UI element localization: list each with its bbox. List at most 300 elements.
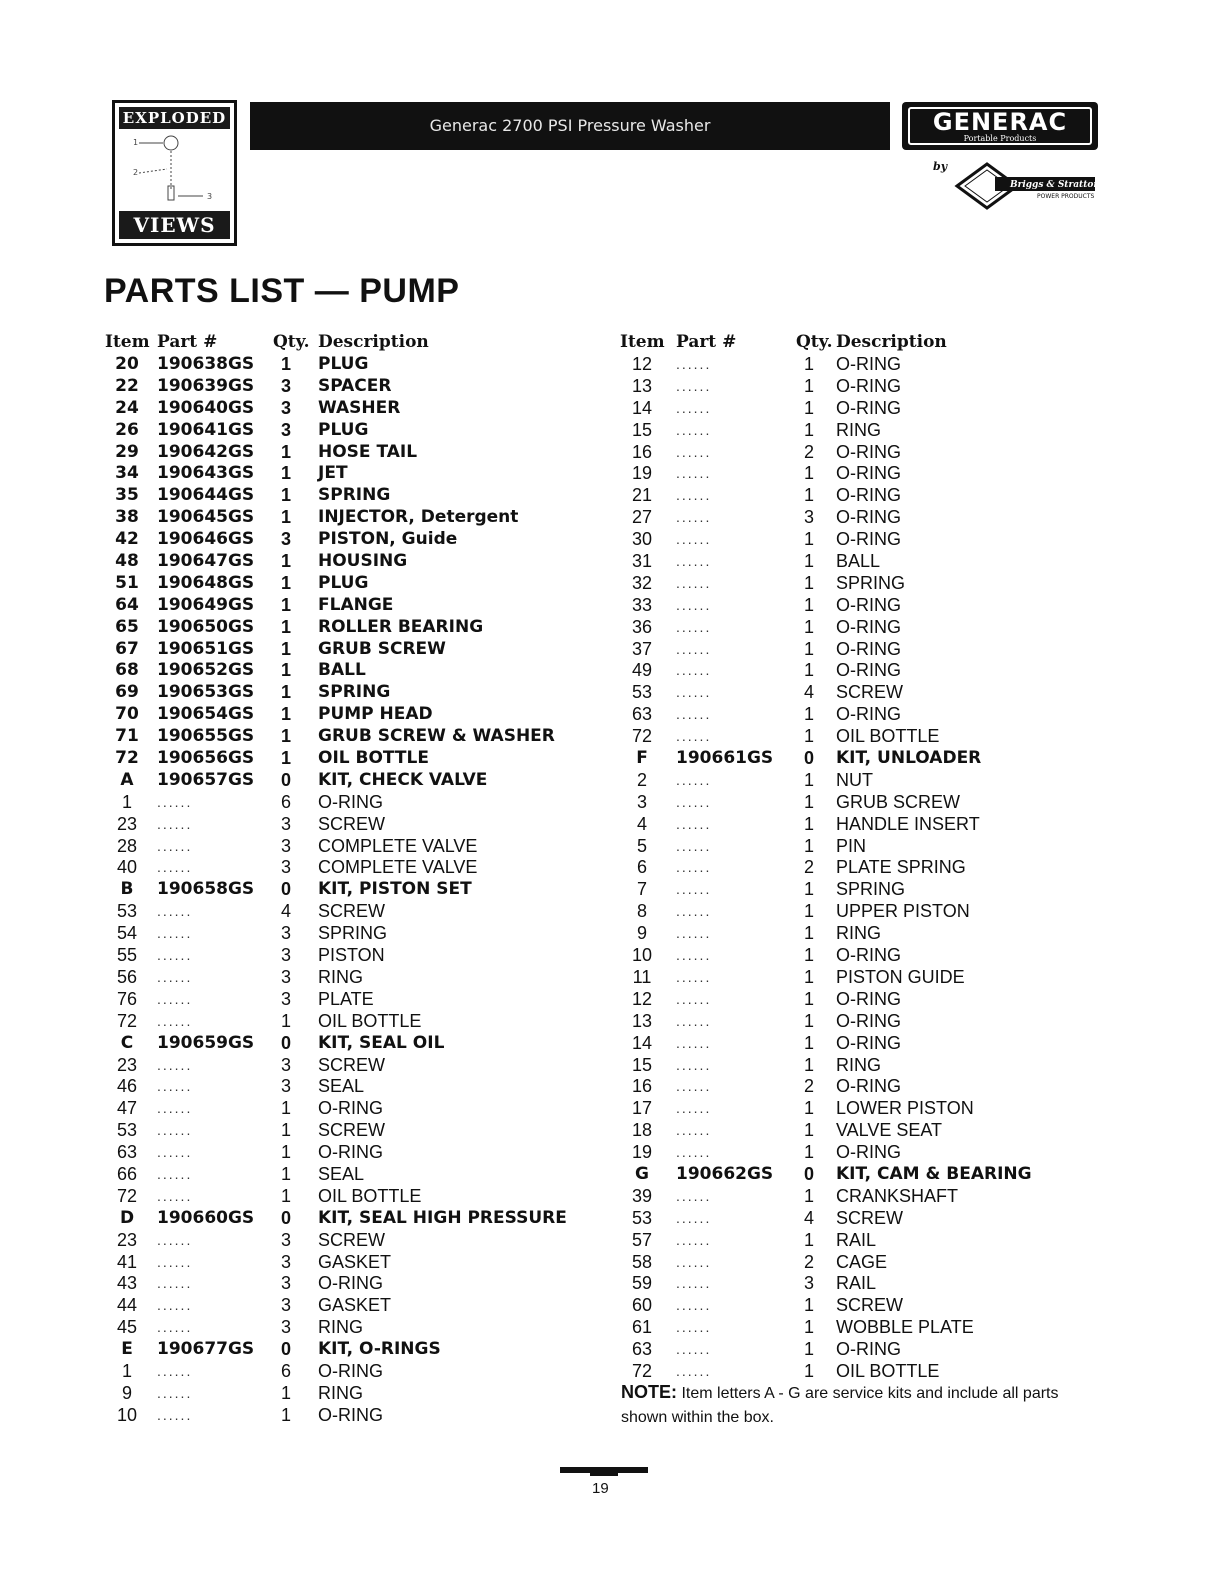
row-description: RING <box>836 923 881 944</box>
row-description: HOUSING <box>318 551 408 572</box>
table-row-subpart <box>620 682 1100 704</box>
row-item: 63 <box>116 1142 138 1163</box>
row-item: 37 <box>631 638 653 659</box>
row-item: 22 <box>115 375 139 396</box>
row-item: 55 <box>116 945 138 966</box>
row-item: F <box>636 748 648 769</box>
row-qty: 1 <box>280 616 291 637</box>
row-item: 35 <box>115 485 139 506</box>
row-qty: 3 <box>280 1251 291 1272</box>
row-part-number: ...... <box>676 662 712 679</box>
header-part: Part # <box>676 332 737 352</box>
row-description: COMPLETE VALVE <box>318 835 478 856</box>
table-row-subpart <box>620 814 1100 836</box>
row-qty: 1 <box>803 1010 814 1031</box>
row-qty: 3 <box>280 966 291 987</box>
row-item: 72 <box>115 748 139 769</box>
row-item: 11 <box>632 966 652 987</box>
row-qty: 3 <box>280 857 291 878</box>
row-description: O-RING <box>836 463 901 484</box>
row-description: WASHER <box>318 397 401 418</box>
row-part-number: ...... <box>676 596 712 613</box>
row-item: 44 <box>116 1295 138 1316</box>
row-item: 53 <box>116 901 138 922</box>
row-qty: 1 <box>803 988 814 1009</box>
row-item: 40 <box>116 857 138 878</box>
table-row-subpart <box>620 770 1100 792</box>
table-row-part <box>620 1164 1100 1186</box>
table-row-part <box>105 442 585 464</box>
row-qty: 1 <box>803 923 814 944</box>
row-item: 32 <box>631 572 653 593</box>
row-description: SCREW <box>318 1229 385 1250</box>
row-part-number: 190654GS <box>157 704 255 725</box>
row-part-number: 190649GS <box>157 594 255 615</box>
row-qty: 1 <box>803 966 814 987</box>
row-item: 12 <box>631 988 653 1009</box>
row-item: 24 <box>115 397 139 418</box>
row-item: 39 <box>631 1185 653 1206</box>
row-qty: 1 <box>280 1382 291 1403</box>
row-description: SPRING <box>318 485 391 506</box>
row-qty: 1 <box>803 529 814 550</box>
row-item: 2 <box>636 769 647 790</box>
row-item: 49 <box>631 660 653 681</box>
row-part-number: ...... <box>676 1100 712 1117</box>
row-part-number: 190644GS <box>157 485 255 506</box>
row-part-number: ...... <box>157 815 193 832</box>
table-row-part <box>105 660 585 682</box>
row-description: OIL BOTTLE <box>318 1010 422 1031</box>
row-part-number: ...... <box>676 1297 712 1314</box>
table-row-subpart <box>620 726 1100 748</box>
brand-subtitle: Portable Products <box>963 134 1037 143</box>
row-qty: 3 <box>280 813 291 834</box>
row-qty: 1 <box>280 1010 291 1031</box>
row-qty: 1 <box>803 769 814 790</box>
row-item: 17 <box>631 1098 653 1119</box>
table-row-part <box>105 770 585 792</box>
row-description: O-RING <box>836 988 901 1009</box>
row-part-number: ...... <box>157 1165 193 1182</box>
row-description: PLUG <box>318 354 369 374</box>
table-row-subpart <box>620 1076 1100 1098</box>
row-part-number: ...... <box>157 1122 193 1139</box>
row-part-number: 190655GS <box>157 726 255 747</box>
row-description: O-RING <box>318 1098 383 1119</box>
table-row-subpart <box>620 792 1100 814</box>
row-qty: 3 <box>280 1317 291 1338</box>
row-description: OIL BOTTLE <box>318 1185 422 1206</box>
row-part-number: ...... <box>676 1034 712 1051</box>
row-part-number: ...... <box>676 771 712 788</box>
row-item: 18 <box>631 1120 653 1141</box>
row-qty: 3 <box>280 988 291 1009</box>
footer-rule-tip <box>590 1473 618 1476</box>
row-qty: 0 <box>280 1032 291 1053</box>
row-part-number: ...... <box>676 968 712 985</box>
row-part-number: ...... <box>157 1144 193 1161</box>
row-item: 1 <box>121 791 132 812</box>
row-item: 23 <box>116 1229 138 1250</box>
row-description: O-RING <box>836 529 901 550</box>
row-part-number: ...... <box>676 1144 712 1161</box>
row-item: 58 <box>631 1251 653 1272</box>
row-qty: 1 <box>280 638 291 659</box>
logo-bottom-text: VIEWS <box>119 211 230 239</box>
row-qty: 3 <box>803 507 814 528</box>
row-qty: 1 <box>280 726 291 747</box>
row-item: 51 <box>115 572 139 593</box>
row-description: VALVE SEAT <box>836 1120 943 1141</box>
row-description: O-RING <box>836 1076 901 1097</box>
table-row-subpart <box>620 1252 1100 1274</box>
row-description: SCREW <box>836 682 903 703</box>
table-row-subpart <box>105 901 585 923</box>
header-desc: Description <box>318 332 429 352</box>
row-part-number: 190648GS <box>157 572 255 593</box>
row-description: O-RING <box>836 945 901 966</box>
table-row-part <box>620 748 1100 770</box>
table-row-subpart <box>105 923 585 945</box>
row-description: SPRING <box>836 572 906 593</box>
row-description: SPRING <box>318 682 391 703</box>
row-description: O-RING <box>836 704 901 725</box>
row-item: 15 <box>631 1054 653 1075</box>
row-part-number: 190645GS <box>157 507 255 528</box>
row-part-number: ...... <box>676 837 712 854</box>
row-part-number: ...... <box>676 1341 712 1358</box>
row-qty: 3 <box>280 945 291 966</box>
row-item: B <box>120 879 134 900</box>
table-row-subpart <box>620 551 1100 573</box>
table-row-subpart <box>105 792 585 814</box>
row-description: OIL BOTTLE <box>318 748 429 769</box>
table-row-part <box>105 529 585 551</box>
row-description: PUMP HEAD <box>318 704 433 725</box>
table-row-subpart <box>620 442 1100 464</box>
row-description: PLUG <box>318 572 369 593</box>
row-part-number: ...... <box>157 1056 193 1073</box>
row-part-number: 190638GS <box>157 354 255 374</box>
row-qty: 1 <box>803 1339 814 1360</box>
row-description: NUT <box>836 769 873 790</box>
row-item: D <box>119 1207 135 1228</box>
row-qty: 3 <box>280 1076 291 1097</box>
table-row-subpart <box>620 945 1100 967</box>
row-qty: 1 <box>280 354 291 374</box>
row-qty: 1 <box>803 1032 814 1053</box>
row-description: O-RING <box>836 354 901 374</box>
row-description: FLANGE <box>318 594 394 615</box>
header-part: Part # <box>157 332 218 352</box>
row-item: 57 <box>631 1229 653 1250</box>
row-qty: 1 <box>803 1185 814 1206</box>
row-part-number: ...... <box>157 1187 193 1204</box>
svg-text:2: 2 <box>133 168 139 177</box>
table-row-part <box>105 726 585 748</box>
row-item: 45 <box>116 1317 138 1338</box>
table-row-subpart <box>105 967 585 989</box>
row-item: 72 <box>116 1185 138 1206</box>
row-description: KIT, CAM & BEARING <box>836 1163 1032 1184</box>
row-qty: 1 <box>803 1142 814 1163</box>
row-description: O-RING <box>318 1360 383 1381</box>
table-row-subpart <box>620 420 1100 442</box>
row-item: 72 <box>631 1360 653 1381</box>
row-part-number: ...... <box>676 706 712 723</box>
row-item: 69 <box>115 682 139 703</box>
row-item: 9 <box>636 923 647 944</box>
row-qty: 3 <box>280 1229 291 1250</box>
table-row-subpart <box>620 879 1100 901</box>
row-description: PLATE SPRING <box>836 857 966 878</box>
row-qty: 1 <box>280 748 291 769</box>
row-qty: 1 <box>280 594 291 615</box>
table-row-subpart <box>620 376 1100 398</box>
row-part-number: ...... <box>676 881 712 898</box>
row-part-number: ...... <box>157 1319 193 1336</box>
row-qty: 1 <box>803 1120 814 1141</box>
row-qty: 3 <box>280 923 291 944</box>
row-part-number: ...... <box>157 1275 193 1292</box>
row-part-number: 190651GS <box>157 638 255 659</box>
table-row-subpart <box>105 1120 585 1142</box>
row-item: 19 <box>631 463 653 484</box>
table-row-subpart <box>620 507 1100 529</box>
row-item: 41 <box>116 1251 138 1272</box>
row-description: RING <box>318 1317 363 1338</box>
table-row-part <box>105 551 585 573</box>
row-item: 27 <box>631 507 653 528</box>
row-description: LOWER PISTON <box>836 1098 974 1119</box>
table-row-subpart <box>620 1317 1100 1339</box>
row-description: O-RING <box>836 594 901 615</box>
by-label: by <box>933 160 948 173</box>
row-description: SCREW <box>318 901 385 922</box>
table-row-subpart <box>105 1230 585 1252</box>
row-description: CAGE <box>836 1251 888 1272</box>
table-row-subpart <box>620 967 1100 989</box>
row-part-number: ...... <box>676 465 712 482</box>
row-part-number: 190661GS <box>676 748 774 769</box>
row-part-number: 190641GS <box>157 419 255 440</box>
row-item: 34 <box>115 463 139 484</box>
row-item: 38 <box>115 507 139 528</box>
row-part-number: ...... <box>157 1012 193 1029</box>
table-row-part <box>105 420 585 442</box>
header-item: Item <box>620 332 665 352</box>
row-part-number: 190646GS <box>157 529 255 550</box>
row-qty: 1 <box>803 1360 814 1381</box>
row-qty: 1 <box>803 551 814 572</box>
row-qty: 1 <box>803 1229 814 1250</box>
row-description: O-RING <box>318 1273 383 1294</box>
row-description: BALL <box>318 660 366 681</box>
row-item: 72 <box>631 726 653 747</box>
row-part-number: ...... <box>676 815 712 832</box>
row-item: 3 <box>636 791 647 812</box>
table-row-subpart <box>105 1186 585 1208</box>
row-description: SEAL <box>318 1163 365 1184</box>
row-part-number: 190658GS <box>157 879 255 900</box>
row-part-number: ...... <box>157 947 193 964</box>
row-part-number: ...... <box>676 925 712 942</box>
table-row-part <box>105 485 585 507</box>
row-description: SCREW <box>836 1295 903 1316</box>
parts-table-right <box>620 332 1100 1383</box>
row-description: SCREW <box>318 1054 385 1075</box>
table-row-subpart <box>105 989 585 1011</box>
row-description: GASKET <box>318 1251 392 1272</box>
row-part-number: ...... <box>157 925 193 942</box>
row-qty: 1 <box>803 1054 814 1075</box>
row-part-number: ...... <box>676 553 712 570</box>
parts-table-left <box>105 332 585 1427</box>
row-description: O-RING <box>318 1404 383 1425</box>
table-row-subpart <box>105 836 585 858</box>
row-item: 33 <box>631 594 653 615</box>
row-qty: 1 <box>803 463 814 484</box>
table-row-subpart <box>105 1317 585 1339</box>
row-description: RING <box>318 966 363 987</box>
row-qty: 2 <box>803 857 814 878</box>
row-item: 16 <box>631 1076 653 1097</box>
row-item: 16 <box>631 441 653 462</box>
row-qty: 1 <box>803 1317 814 1338</box>
row-part-number: ...... <box>676 1187 712 1204</box>
row-qty: 0 <box>280 769 291 790</box>
row-item: E <box>121 1339 133 1360</box>
row-part-number: ...... <box>157 903 193 920</box>
table-row-subpart <box>105 814 585 836</box>
row-item: 7 <box>636 879 647 900</box>
row-item: 21 <box>631 485 653 506</box>
row-part-number: ...... <box>676 990 712 1007</box>
row-part-number: 190660GS <box>157 1207 255 1228</box>
table-row-subpart <box>620 923 1100 945</box>
row-qty: 4 <box>803 682 814 703</box>
row-description: O-RING <box>836 638 901 659</box>
exploded-sketch-icon <box>123 131 228 211</box>
table-row-part <box>105 376 585 398</box>
row-part-number: ...... <box>676 1253 712 1270</box>
row-qty: 1 <box>803 354 814 374</box>
row-description: O-RING <box>836 441 901 462</box>
table-row-subpart <box>620 1142 1100 1164</box>
row-qty: 1 <box>803 813 814 834</box>
row-part-number: 190657GS <box>157 769 255 790</box>
table-row-subpart <box>620 354 1100 376</box>
row-qty: 1 <box>803 375 814 396</box>
row-description: PIN <box>836 835 867 856</box>
row-item: 47 <box>116 1098 138 1119</box>
row-description: PISTON GUIDE <box>836 966 965 987</box>
row-description: PISTON <box>318 945 385 966</box>
logo-top-text: EXPLODED <box>119 107 230 129</box>
row-item: 6 <box>636 857 647 878</box>
table-row-subpart <box>105 1383 585 1405</box>
document-title: Generac 2700 PSI Pressure Washer <box>250 102 890 150</box>
row-item: 8 <box>636 901 647 922</box>
table-row-subpart <box>105 1405 585 1427</box>
row-qty: 1 <box>803 1295 814 1316</box>
row-qty: 1 <box>280 1404 291 1425</box>
row-item: 43 <box>116 1273 138 1294</box>
header-qty: Qty. <box>796 332 833 352</box>
table-row-part <box>105 354 585 376</box>
row-qty: 2 <box>803 1076 814 1097</box>
row-description: RING <box>836 1054 881 1075</box>
row-item: 66 <box>116 1163 138 1184</box>
table-row-subpart <box>620 1011 1100 1033</box>
row-part-number: ...... <box>676 1319 712 1336</box>
row-part-number: ...... <box>676 1231 712 1248</box>
row-description: CRANKSHAFT <box>836 1185 959 1206</box>
row-description: KIT, UNLOADER <box>836 748 982 769</box>
row-qty: 1 <box>803 638 814 659</box>
table-row-subpart <box>105 1295 585 1317</box>
row-part-number: 190642GS <box>157 441 255 462</box>
table-row-part <box>105 704 585 726</box>
table-header <box>620 332 1100 354</box>
row-item: 12 <box>631 354 653 374</box>
table-row-subpart <box>620 398 1100 420</box>
table-row-subpart <box>105 1055 585 1077</box>
row-qty: 1 <box>280 660 291 681</box>
row-qty: 3 <box>280 1273 291 1294</box>
table-row-subpart <box>620 1295 1100 1317</box>
row-description: BALL <box>836 551 881 572</box>
row-qty: 1 <box>280 682 291 703</box>
row-part-number: ...... <box>157 1231 193 1248</box>
row-qty: 1 <box>280 1142 291 1163</box>
row-description: O-RING <box>836 397 901 418</box>
row-qty: 1 <box>803 945 814 966</box>
row-description: PISTON, Guide <box>318 529 458 550</box>
table-row-subpart <box>620 1120 1100 1142</box>
row-qty: 1 <box>803 879 814 900</box>
row-description: HANDLE INSERT <box>836 813 980 834</box>
exploded-views-logo <box>112 100 237 246</box>
table-row-part <box>105 507 585 529</box>
row-qty: 1 <box>803 572 814 593</box>
row-item: C <box>120 1032 134 1053</box>
row-qty: 1 <box>803 726 814 747</box>
row-description: RAIL <box>836 1229 877 1250</box>
row-description: PLATE <box>318 988 374 1009</box>
row-qty: 0 <box>280 1339 291 1360</box>
row-item: 61 <box>631 1317 653 1338</box>
row-qty: 1 <box>803 660 814 681</box>
note <box>621 1380 1091 1430</box>
row-part-number: ...... <box>676 443 712 460</box>
row-part-number: 190643GS <box>157 463 255 484</box>
row-part-number: ...... <box>157 837 193 854</box>
row-part-number: ...... <box>157 968 193 985</box>
row-part-number: 190656GS <box>157 748 255 769</box>
header-desc: Description <box>836 332 947 352</box>
row-qty: 0 <box>280 879 291 900</box>
row-description: O-RING <box>836 660 901 681</box>
table-row-subpart <box>620 573 1100 595</box>
row-qty: 3 <box>280 1295 291 1316</box>
row-description: RING <box>318 1382 363 1403</box>
row-qty: 3 <box>280 1054 291 1075</box>
table-row-subpart <box>105 1273 585 1295</box>
row-qty: 1 <box>280 551 291 572</box>
row-qty: 1 <box>803 704 814 725</box>
